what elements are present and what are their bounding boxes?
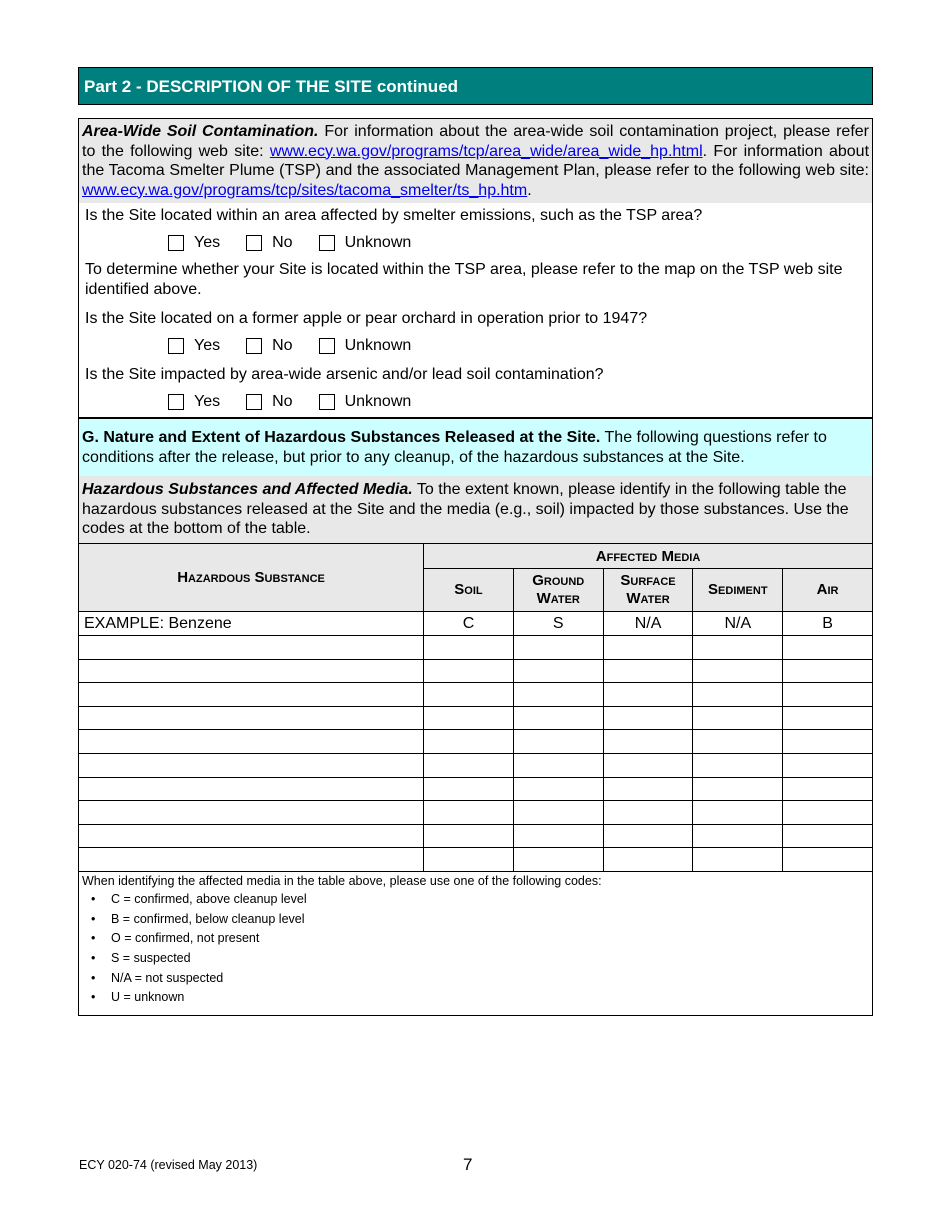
media-cell[interactable] (603, 777, 693, 801)
media-cell[interactable] (783, 683, 873, 707)
media-cell[interactable] (603, 801, 693, 825)
media-cell[interactable] (783, 753, 873, 777)
area-wide-heading: Area-Wide Soil Contamination. (82, 123, 319, 140)
media-cell[interactable] (693, 848, 783, 872)
substance-cell[interactable] (79, 636, 424, 660)
media-cell[interactable] (603, 730, 693, 754)
media-cell[interactable] (693, 636, 783, 660)
media-cell[interactable] (693, 683, 783, 707)
media-cell[interactable] (513, 848, 603, 872)
area-wide-text-1: For information about the area-wide soil contamination project, please refer to the following web site: (82, 123, 869, 160)
media-cell[interactable] (424, 706, 514, 730)
answer-options (168, 233, 866, 253)
media-cell[interactable] (783, 659, 873, 683)
media-cell[interactable] (603, 824, 693, 848)
area-wide-info (78, 118, 873, 204)
media-cell[interactable] (783, 636, 873, 660)
question-text: Is the Site located within an area affected by smelter emissions, such as the TSP area? (85, 207, 703, 224)
question-text: Is the Site located on a former apple or pear orchard in operation prior to 1947? (85, 310, 648, 327)
answer-options (168, 392, 866, 412)
table-row (79, 706, 873, 730)
option-unknown[interactable]: Unknown (319, 234, 412, 252)
checkbox[interactable] (168, 338, 184, 354)
media-cell[interactable] (603, 636, 693, 660)
media-cell[interactable] (424, 777, 514, 801)
affected-media-table (78, 543, 873, 872)
example-substance: EXAMPLE: Benzene (79, 612, 424, 636)
example-row (79, 612, 873, 636)
section-g-text: The following questions refer to conditions after the release, but prior to any cleanup, of the hazardous substances at the Site. (82, 429, 827, 466)
table-row (79, 730, 873, 754)
checkbox[interactable] (168, 235, 184, 251)
hazardous-heading: Hazardous Substances and Affected Media. (82, 481, 413, 498)
hazardous-substances-info (78, 476, 873, 544)
option-unknown[interactable]: Unknown (319, 337, 412, 355)
option-yes[interactable]: Yes (168, 393, 220, 411)
media-cell[interactable] (513, 683, 603, 707)
soil-header: Soil (424, 569, 514, 612)
option-yes[interactable]: Yes (168, 234, 220, 252)
media-cell[interactable] (513, 730, 603, 754)
table-row (79, 659, 873, 683)
media-cell[interactable] (693, 777, 783, 801)
affected-media-header: Affected Media (424, 544, 873, 569)
area-wide-text-2: . For information about the Tacoma Smelter Plume (TSP) and the associated Management Plan, please refer to the following web site: (82, 142, 870, 179)
question-arsenic-lead (78, 362, 873, 419)
table-row (79, 824, 873, 848)
checkbox[interactable] (246, 338, 262, 354)
answer-options (168, 336, 866, 356)
table-row (79, 753, 873, 777)
example-sediment: N/A (693, 612, 783, 636)
media-cell[interactable] (424, 753, 514, 777)
media-cell[interactable] (513, 801, 603, 825)
media-cell[interactable] (783, 777, 873, 801)
media-cell[interactable] (603, 706, 693, 730)
area-wide-text-3: . (527, 181, 532, 199)
checkbox[interactable] (246, 394, 262, 410)
media-cell[interactable] (603, 848, 693, 872)
media-cell[interactable] (783, 824, 873, 848)
tsp-note: To determine whether your Site is located within the TSP area, please refer to the map on the TSP web site identified above. (85, 261, 843, 298)
media-cell[interactable] (693, 659, 783, 683)
example-air: B (783, 612, 873, 636)
table-row (79, 777, 873, 801)
substance-cell[interactable] (79, 706, 424, 730)
surface-water-header: Surface Water (603, 569, 693, 612)
codes-legend (78, 870, 873, 1016)
checkbox[interactable] (319, 394, 335, 410)
media-cell[interactable] (424, 636, 514, 660)
hazardous-text: To the extent known, please identify in the following table the hazardous substances released at the Site and the media (e.g., soil) impacted by those substances. Use the codes at the bottom of the table. (82, 481, 849, 537)
tsp-link[interactable]: www.ecy.wa.gov/programs/tcp/sites/tacoma_smelter/ts_hp.htm (82, 181, 528, 199)
checkbox[interactable] (319, 235, 335, 251)
option-unknown[interactable]: Unknown (319, 393, 412, 411)
sediment-header: Sediment (693, 569, 783, 612)
code-item: • C = confirmed, above cleanup level (82, 890, 869, 910)
media-cell[interactable] (424, 848, 514, 872)
media-cell[interactable] (693, 824, 783, 848)
media-cell[interactable] (513, 636, 603, 660)
media-cell[interactable] (513, 753, 603, 777)
table-row (79, 636, 873, 660)
page-number: 7 (463, 1155, 473, 1174)
example-ground-water: S (513, 612, 603, 636)
media-cell[interactable] (424, 659, 514, 683)
section-header: Part 2 - DESCRIPTION OF THE SITE continued (78, 67, 873, 105)
checkbox[interactable] (246, 235, 262, 251)
checkbox[interactable] (168, 394, 184, 410)
codes-intro: When identifying the affected media in the table above, please use one of the following codes: (82, 874, 602, 888)
substance-cell[interactable] (79, 801, 424, 825)
substance-header: Hazardous Substance (79, 544, 424, 612)
code-item: • B = confirmed, below cleanup level (82, 910, 869, 930)
media-cell[interactable] (603, 753, 693, 777)
section-g (78, 419, 873, 477)
section-g-heading: G. Nature and Extent of Hazardous Substances Released at the Site. (82, 429, 601, 446)
air-header: Air (783, 569, 873, 612)
media-cell[interactable] (424, 801, 514, 825)
code-item: • S = suspected (82, 949, 869, 969)
table-row (79, 848, 873, 872)
substance-cell[interactable] (79, 730, 424, 754)
ground-water-header: Ground Water (513, 569, 603, 612)
substance-cell[interactable] (79, 777, 424, 801)
example-soil: C (424, 612, 514, 636)
media-cell[interactable] (513, 777, 603, 801)
media-cell[interactable] (603, 683, 693, 707)
option-yes[interactable]: Yes (168, 337, 220, 355)
media-cell[interactable] (693, 730, 783, 754)
substance-cell[interactable] (79, 848, 424, 872)
media-cell[interactable] (513, 706, 603, 730)
codes-list (82, 890, 869, 1008)
media-cell[interactable] (693, 753, 783, 777)
substance-cell[interactable] (79, 753, 424, 777)
question-smelter (78, 203, 873, 307)
table-row (79, 683, 873, 707)
code-item: • U = unknown (82, 988, 869, 1008)
media-cell[interactable] (693, 706, 783, 730)
checkbox[interactable] (319, 338, 335, 354)
option-no[interactable]: No (246, 234, 292, 252)
media-cell[interactable] (783, 730, 873, 754)
option-no[interactable]: No (246, 393, 292, 411)
table-row (79, 801, 873, 825)
example-surface-water: N/A (603, 612, 693, 636)
question-orchard (78, 306, 873, 363)
media-cell[interactable] (513, 824, 603, 848)
media-cell[interactable] (783, 848, 873, 872)
question-text: Is the Site impacted by area-wide arsenic and/or lead soil contamination? (85, 366, 604, 383)
media-cell[interactable] (424, 730, 514, 754)
media-cell[interactable] (424, 824, 514, 848)
form-id: ECY 020-74 (revised May 2013) (79, 1158, 258, 1172)
code-item: • O = confirmed, not present (82, 929, 869, 949)
code-item: • N/A = not suspected (82, 969, 869, 989)
media-cell[interactable] (693, 801, 783, 825)
option-no[interactable]: No (246, 337, 292, 355)
media-cell[interactable] (783, 801, 873, 825)
media-cell[interactable] (783, 706, 873, 730)
substance-cell[interactable] (79, 824, 424, 848)
substance-cell[interactable] (79, 683, 424, 707)
media-cell[interactable] (513, 659, 603, 683)
substance-cell[interactable] (79, 659, 424, 683)
media-cell[interactable] (424, 683, 514, 707)
media-cell[interactable] (603, 659, 693, 683)
area-wide-link[interactable]: www.ecy.wa.gov/programs/tcp/area_wide/area_wide_hp.html (269, 142, 703, 160)
